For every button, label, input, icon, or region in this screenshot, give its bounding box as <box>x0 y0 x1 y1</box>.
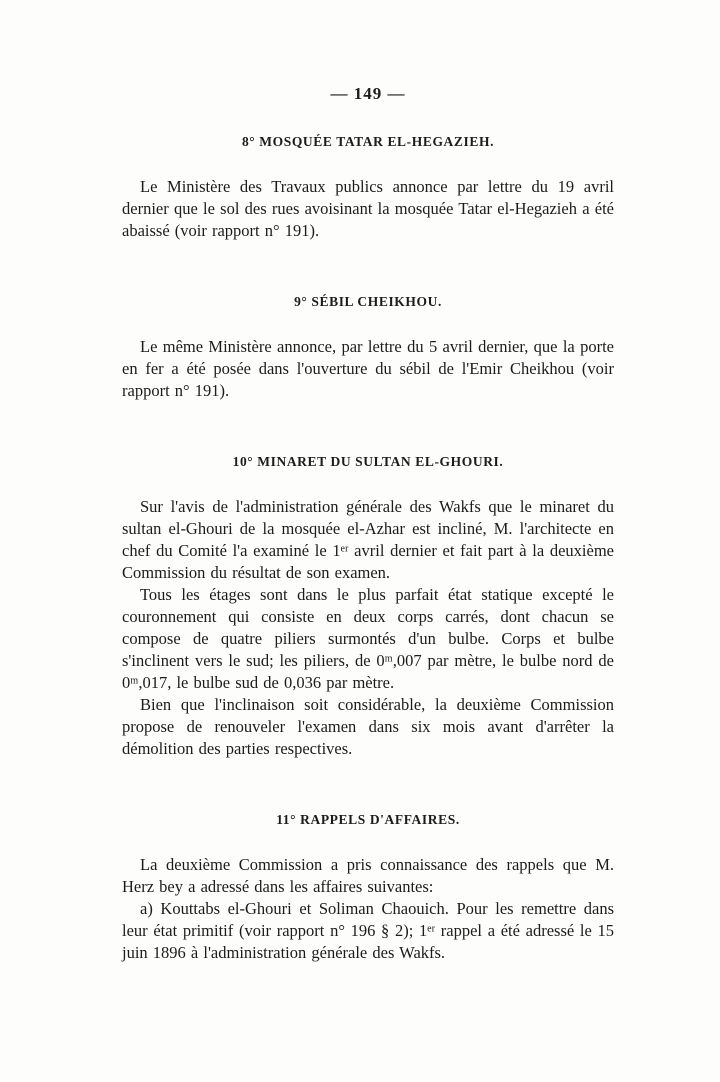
section-heading: 11° RAPPELS D'AFFAIRES. <box>276 812 460 827</box>
section-11-rappels-affaires <box>122 812 614 964</box>
section-heading: 9° SÉBIL CHEIKHOU. <box>294 294 442 309</box>
paragraph: a) Kouttabs el-Ghouri et Soliman Chaouich. Pour les remettre dans leur état primitif (voir rapport n° 196 § 2); 1ᵉʳ rappel a été adressé le 15 juin 1896 à l'administration générale des Wakfs. <box>122 899 614 962</box>
section-heading: 10° MINARET DU SULTAN EL-GHOURI. <box>232 454 504 469</box>
section-body <box>122 336 614 402</box>
section-body <box>122 496 614 760</box>
text-block <box>122 84 614 1016</box>
section-heading: 8° MOSQUÉE TATAR EL-HEGAZIEH. <box>241 134 495 149</box>
section-body <box>122 854 614 964</box>
paragraph: Sur l'avis de l'administration générale des Wakfs que le minaret du sultan el-Ghouri de la mosquée el-Azhar est incliné, M. l'architecte en chef du Comité l'a examiné le 1ᵉʳ avril dernier et fait part à la deuxième Commission du résultat de son examen. <box>122 497 614 582</box>
paragraph: Bien que l'inclinaison soit considérable, la deuxième Commission propose de renouveler l'examen dans six mois avant d'arrêter la démolition des parties respectives. <box>122 695 614 758</box>
page-number: — 149 — <box>330 84 406 103</box>
paragraph: La deuxième Commission a pris connaissance des rappels que M. Herz bey a adressé dans les affaires suivantes: <box>122 855 614 896</box>
paragraph: Le Ministère des Travaux publics annonce par lettre du 19 avril dernier que le sol des rues avoisinant la mosquée Tatar el-Hegazieh a été abaissé (voir rapport n° 191). <box>122 177 614 240</box>
section-body <box>122 176 614 242</box>
section-9-sebil-cheikhou <box>122 294 614 402</box>
section-10-minaret-el-ghouri <box>122 454 614 760</box>
paragraph: Le même Ministère annonce, par lettre du 5 avril dernier, que la porte en fer a été posée dans l'ouverture du sébil de l'Emir Cheikhou (voir rapport n° 191). <box>122 337 614 400</box>
paragraph: Tous les étages sont dans le plus parfait état statique excepté le couronnement qui consiste en deux corps carrés, dont chacun se compose de quatre piliers surmontés d'un bulbe. Corps et bulbe s'inclinent vers le sud; les piliers, de 0ᵐ,007 par mètre, le bulbe nord de 0ᵐ,017, le bulbe sud de 0,036 par mètre. <box>122 585 614 692</box>
section-8-mosquee-tatar <box>122 134 614 242</box>
